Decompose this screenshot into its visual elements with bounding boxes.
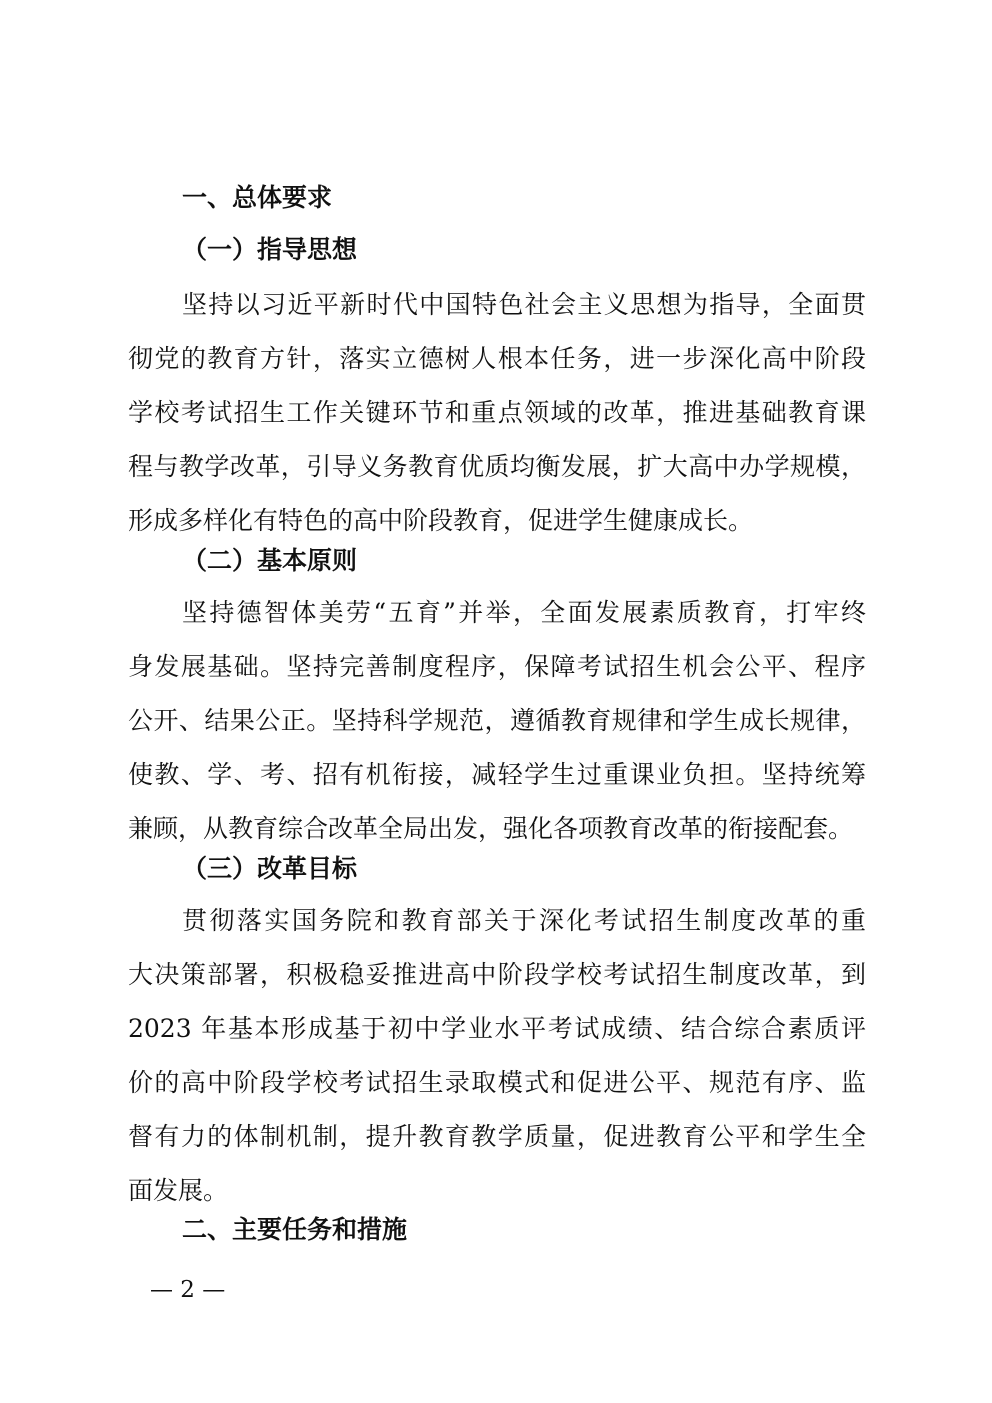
subsection-heading-basic-principles: （二）基本原则 <box>182 546 358 575</box>
text-line: 大决策部署，积极稳妥推进高中阶段学校考试招生制度改革，到 <box>128 960 866 989</box>
text-line: 贯彻落实国务院和教育部关于深化考试招生制度改革的重 <box>182 906 866 935</box>
section-heading-overall-requirements: 一、总体要求 <box>182 183 333 212</box>
text-line: 坚持以习近平新时代中国特色社会主义思想为指导，全面贯 <box>182 290 866 319</box>
text-line: 兼顾，从教育综合改革全局出发，强化各项教育改革的衔接配套。 <box>128 814 854 843</box>
text-line: 程与教学改革，引导义务教育优质均衡发展，扩大高中办学规模， <box>128 452 866 481</box>
text-line: 2023 年基本形成基于初中学业水平考试成绩、结合综合素质评 <box>128 1014 866 1043</box>
text-line: 公开、结果公正。坚持科学规范，遵循教育规律和学生成长规律， <box>128 706 866 735</box>
subsection-heading-reform-goals: （三）改革目标 <box>182 854 358 883</box>
text-line: 坚持德智体美劳“五育”并举，全面发展素质教育，打牢终 <box>182 598 866 627</box>
paragraph-basic-principles <box>128 586 866 856</box>
paragraph-guiding-ideology <box>128 278 866 548</box>
text-line: 督有力的体制机制，提升教育教学质量，促进教育公平和学生全 <box>128 1122 866 1151</box>
paragraph-reform-goals <box>128 894 866 1218</box>
text-line: 形成多样化有特色的高中阶段教育，促进学生健康成长。 <box>128 506 754 535</box>
text-line: 价的高中阶段学校考试招生录取模式和促进公平、规范有序、监 <box>128 1068 866 1097</box>
section-heading-main-tasks: 二、主要任务和措施 <box>182 1215 408 1244</box>
text-line: 使教、学、考、招有机衔接，减轻学生过重课业负担。坚持统筹 <box>128 760 866 789</box>
text-line: 彻党的教育方针，落实立德树人根本任务，进一步深化高中阶段 <box>128 344 866 373</box>
text-line: 面发展。 <box>128 1176 229 1205</box>
text-line: 身发展基础。坚持完善制度程序，保障考试招生机会公平、程序 <box>128 652 866 681</box>
subsection-heading-guiding-ideology: （一）指导思想 <box>182 235 358 264</box>
page-number: — 2 — <box>150 1277 226 1303</box>
text-line: 学校考试招生工作关键环节和重点领域的改革，推进基础教育课 <box>128 398 866 427</box>
